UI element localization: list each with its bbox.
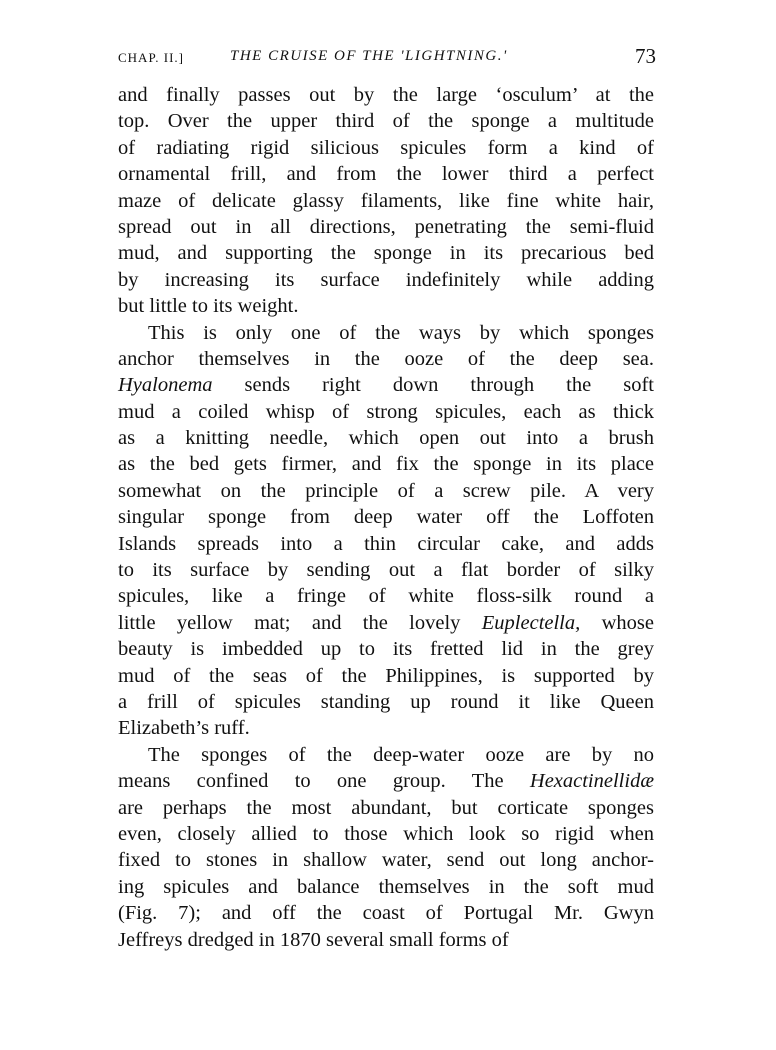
text-segment: but little to its weight. [118, 295, 299, 318]
text-segment: This is only one of the ways by which sponges [148, 321, 654, 344]
text-segment: The sponges of the deep-water ooze are by no [148, 743, 654, 766]
text-line [118, 320, 654, 346]
running-header [118, 44, 658, 72]
text-line [118, 795, 654, 821]
italic-term: Hyalonema [118, 374, 213, 397]
text-segment: as a knitting needle, which open out into a brush [118, 427, 654, 450]
text-line [118, 478, 654, 504]
text-line [118, 451, 654, 477]
text-segment: are perhaps the most abundant, but corticate sponges [118, 796, 654, 819]
text-line [118, 742, 654, 768]
text-segment: ornamental frill, and from the lower third a perfect [118, 163, 654, 186]
text-line [118, 715, 654, 741]
text-segment: means confined to one group. The [118, 770, 530, 793]
text-segment: top. Over the upper third of the sponge a multitude [118, 110, 654, 133]
text-line [118, 927, 654, 953]
text-segment: fixed to stones in shallow water, send out long anchor- [118, 849, 654, 872]
text-segment: Jeffreys dredged in 1870 several small forms of [118, 928, 509, 951]
page-number: 73 [635, 44, 656, 68]
text-line [118, 240, 654, 266]
italic-term: Euplectella, [481, 611, 581, 634]
text-line [118, 663, 654, 689]
text-line [118, 689, 654, 715]
text-line [118, 135, 654, 161]
text-segment: anchor themselves in the ooze of the deep sea. [118, 347, 654, 370]
text-line [118, 847, 654, 873]
text-line [118, 557, 654, 583]
text-segment: a frill of spicules standing up round it like Queen [118, 690, 654, 713]
text-line [118, 874, 654, 900]
text-segment: by increasing its surface indefinitely while adding [118, 268, 654, 291]
text-line [118, 583, 654, 609]
text-line [118, 531, 654, 557]
italic-term: Hexactinellidæ [529, 770, 654, 793]
text-line [118, 821, 654, 847]
text-segment: singular sponge from deep water off the Loffoten [118, 506, 654, 529]
text-segment: (Fig. 7); and off the coast of Portugal Mr. Gwyn [118, 902, 654, 925]
text-line [118, 214, 654, 240]
chapter-label: CHAP. II.] [118, 50, 184, 65]
text-line [118, 425, 654, 451]
text-line [118, 346, 654, 372]
text-line [118, 399, 654, 425]
body-text [118, 82, 654, 953]
text-line [118, 372, 654, 398]
text-segment: little yellow mat; and the lovely [118, 611, 482, 634]
text-line [118, 108, 654, 134]
text-segment: mud a coiled whisp of strong spicules, each as thick [118, 400, 654, 423]
text-segment: sends right down through the soft [212, 374, 654, 397]
text-line [118, 188, 654, 214]
text-segment: ing spicules and balance themselves in the soft mud [118, 875, 654, 898]
text-line [118, 161, 654, 187]
text-line [118, 267, 654, 293]
text-segment: spicules, like a fringe of white floss-silk round a [118, 585, 654, 608]
text-segment: somewhat on the principle of a screw pile. A very [118, 479, 654, 502]
text-line [118, 900, 654, 926]
text-line [118, 768, 654, 794]
text-line [118, 293, 654, 319]
text-segment: to its surface by sending out a flat border of silky [118, 559, 654, 582]
text-segment: beauty is imbedded up to its fretted lid in the grey [118, 638, 654, 661]
text-segment: whose [580, 611, 654, 634]
text-line [118, 610, 654, 636]
text-line [118, 504, 654, 530]
text-line [118, 82, 654, 108]
text-segment: even, closely allied to those which look so rigid when [118, 822, 654, 845]
text-segment: and finally passes out by the large ‘osculum’ at the [118, 84, 654, 106]
text-segment: mud of the seas of the Philippines, is supported by [118, 664, 654, 687]
text-segment: mud, and supporting the sponge in its precarious bed [118, 242, 654, 265]
text-segment: maze of delicate glassy filaments, like fine white hair, [118, 189, 654, 212]
text-segment: spread out in all directions, penetrating the semi-fluid [118, 215, 654, 238]
text-segment: of radiating rigid silicious spicules form a kind of [118, 136, 654, 159]
text-line [118, 636, 654, 662]
text-segment: as the bed gets firmer, and fix the sponge in its place [118, 453, 654, 476]
text-segment: Elizabeth’s ruff. [118, 717, 250, 740]
running-title: THE CRUISE OF THE 'LIGHTNING.' [230, 48, 508, 64]
text-segment: Islands spreads into a thin circular cake, and adds [118, 532, 654, 555]
